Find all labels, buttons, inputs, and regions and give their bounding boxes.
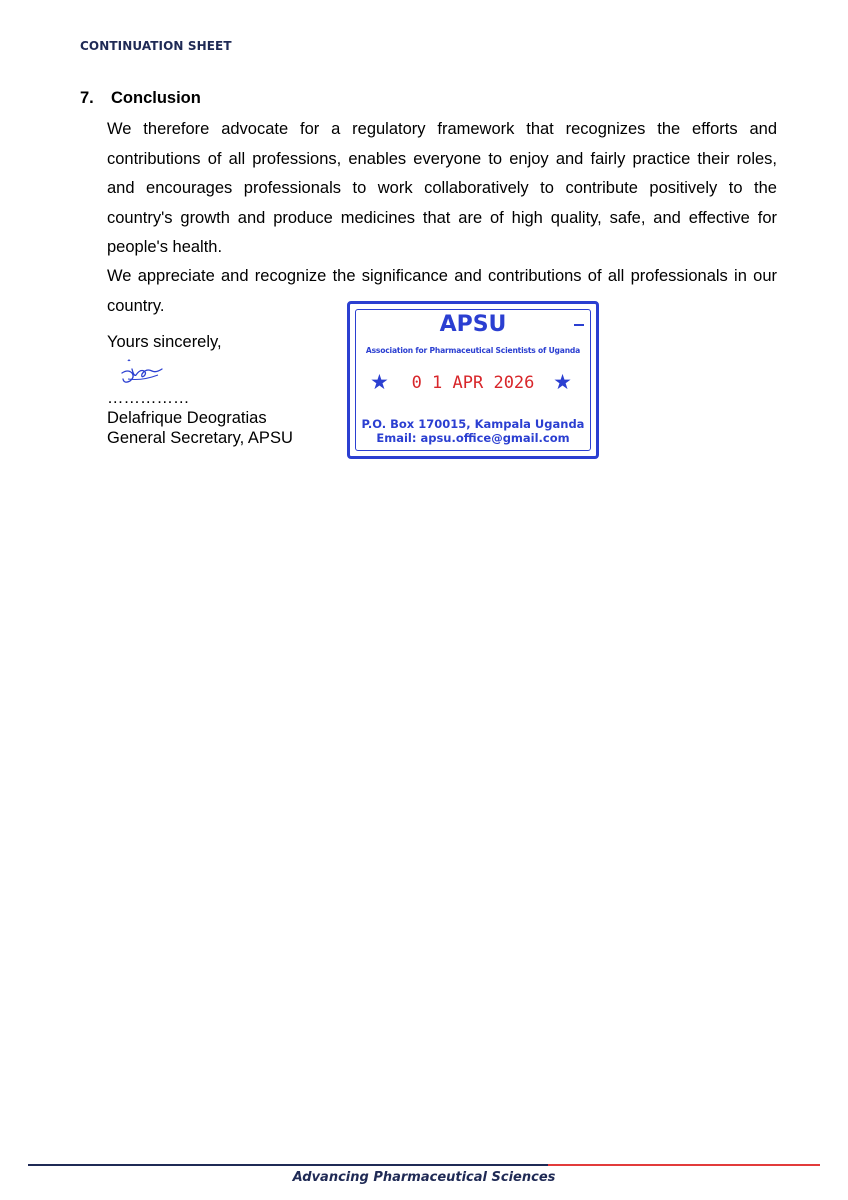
conclusion-paragraph-2: We appreciate and recognize the significance and contributions of all professionals in our country.	[107, 267, 777, 315]
footer-divider-right	[548, 1164, 820, 1166]
star-icon: ★	[553, 371, 572, 394]
signature-block	[107, 388, 293, 448]
stamp-address: P.O. Box 170015, Kampala Uganda	[361, 417, 585, 431]
signatory-title: General Secretary, APSU	[107, 429, 293, 447]
signatory-name: Delafrique Deogratias	[107, 409, 267, 427]
conclusion-paragraph-1: We therefore advocate for a regulatory framework that recognizes the efforts and contributions of all professions, enables everyone to enjoy and fairly practice their roles, and encourages professionals to work collaboratively to contribute positively to the country's growth and produce medicines that are of high quality, safe, and effective for people's health.	[107, 120, 777, 256]
footer-tagline: Advancing Pharmaceutical Sciences	[292, 1170, 556, 1185]
signature-dots: ……………	[107, 389, 190, 407]
stamp-email: Email: apsu.office@gmail.com	[376, 431, 570, 445]
star-icon: ★	[370, 371, 389, 394]
stamp-date: 0 1 APR 2026	[411, 373, 535, 393]
section-number: 7.	[80, 89, 94, 107]
handwritten-signature	[118, 357, 174, 387]
section-title: Conclusion	[111, 89, 201, 107]
stamp-subtitle: Association for Pharmaceutical Scientists of Uganda	[365, 346, 581, 355]
footer-divider-left	[28, 1164, 548, 1166]
stamp-address-block	[350, 417, 596, 445]
continuation-sheet-header: CONTINUATION SHEET	[80, 39, 232, 53]
section-heading	[80, 89, 201, 108]
apsu-stamp	[347, 301, 599, 459]
closing-salutation: Yours sincerely,	[107, 333, 222, 351]
stamp-title: APSU	[439, 312, 507, 337]
